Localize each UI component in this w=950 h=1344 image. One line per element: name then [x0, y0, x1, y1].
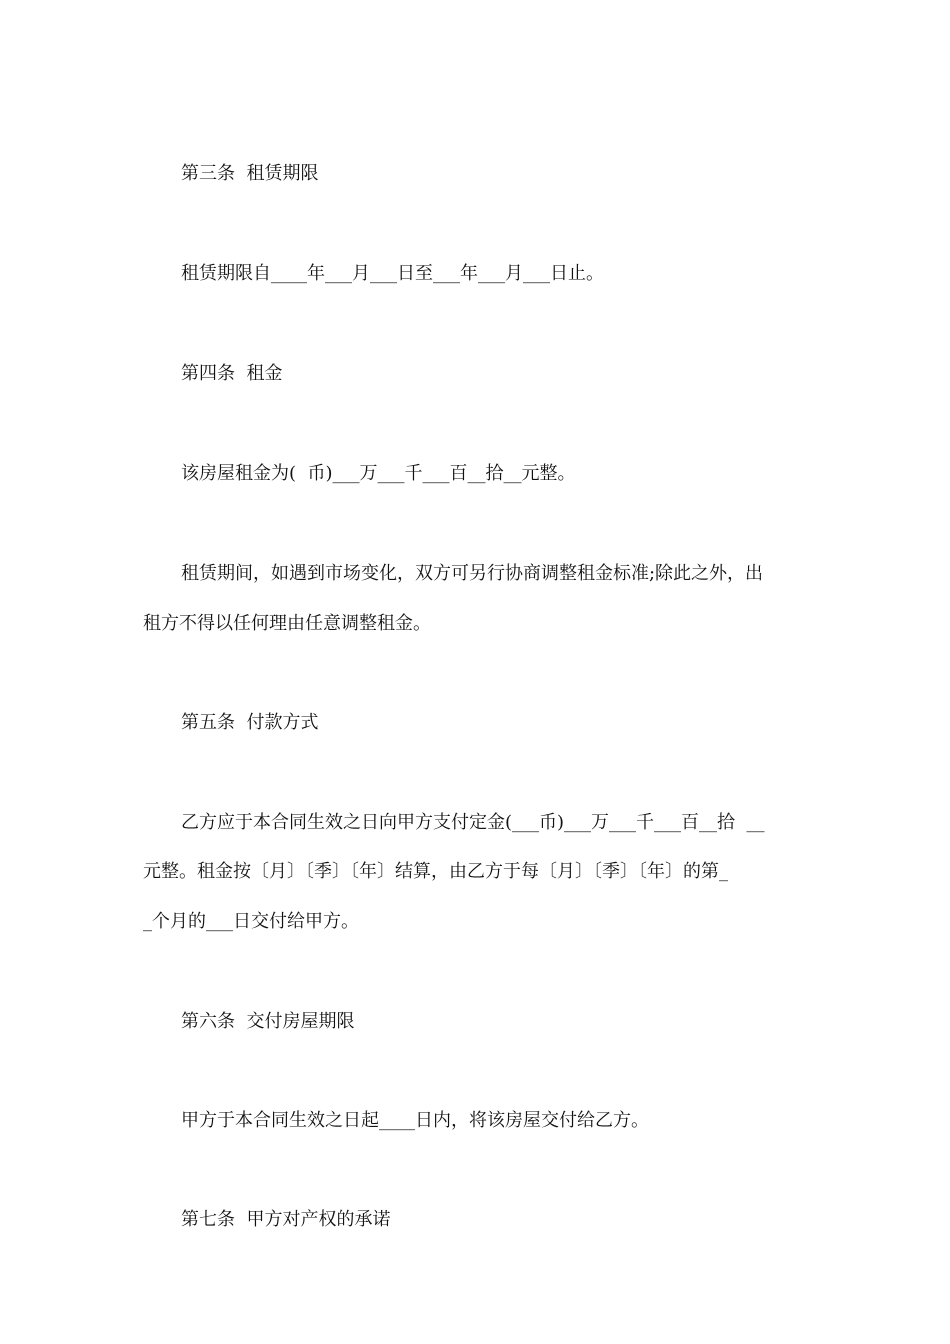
article-5-payment-text-line3: _个月的___日交付给甲方。 [143, 911, 359, 932]
article-4-rent-adjust-text-line1: 租赁期间，如遇到市场变化，双方可另行协商调整租金标准;除此之外，出 [181, 563, 764, 584]
article-5-heading: 第五条 付款方式 [181, 712, 319, 733]
article-5-payment-text-line1: 乙方应于本合同生效之日向甲方支付定金(___币)___万___千___百__拾 __ [181, 812, 765, 833]
article-4-rent-amount-text: 该房屋租金为( 币)___万___千___百__拾__元整。 [181, 463, 576, 484]
article-4-heading: 第四条 租金 [181, 363, 283, 384]
article-5-payment-text-line2: 元整。租金按〔月〕〔季〕〔年〕结算，由乙方于每〔月〕〔季〕〔年〕的第_ [143, 861, 728, 882]
article-7-heading: 第七条 甲方对产权的承诺 [181, 1209, 391, 1230]
article-6-heading: 第六条 交付房屋期限 [181, 1011, 355, 1032]
article-3-lease-term-text: 租赁期限自____年___月___日至___年___月___日止。 [181, 263, 604, 284]
article-4-rent-adjust-text-line2: 租方不得以任何理由任意调整租金。 [143, 613, 431, 634]
article-3-heading: 第三条 租赁期限 [181, 163, 319, 184]
article-6-delivery-text: 甲方于本合同生效之日起____日内，将该房屋交付给乙方。 [181, 1110, 649, 1131]
